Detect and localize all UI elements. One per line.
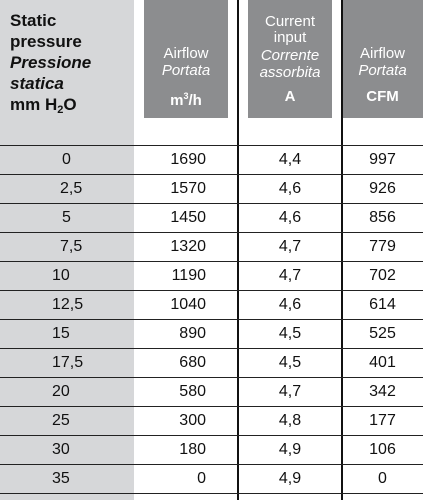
static-pressure-cell: 5 xyxy=(62,209,71,226)
header-unit xyxy=(144,88,228,109)
current-cell: 4,6 xyxy=(278,296,302,313)
airflow-m3h-cell: 580 xyxy=(179,383,206,400)
row-divider xyxy=(0,493,423,494)
static-pressure-cell: 17,5 xyxy=(52,354,84,371)
static-pressure-cell: 35 xyxy=(52,470,70,487)
static-pressure-cell: 30 xyxy=(52,441,70,458)
header-line: Corrente xyxy=(260,47,320,64)
static-pressure-cell: 15 xyxy=(52,325,70,342)
table-row xyxy=(0,320,423,348)
header-line: Airflow xyxy=(359,45,405,62)
table-row xyxy=(0,175,423,203)
header-line: Portata xyxy=(358,62,407,79)
table-row xyxy=(0,465,423,493)
airflow-m3h-header xyxy=(134,0,238,132)
airflow-m3h-cell: 680 xyxy=(179,354,206,371)
table-row xyxy=(0,233,423,261)
header-unit-part: /h xyxy=(188,92,202,109)
header-line: assorbita xyxy=(259,64,321,81)
airflow-cfm-cell: 342 xyxy=(369,383,396,400)
current-cell: 4,6 xyxy=(278,209,302,226)
static-pressure-cell: 2,5 xyxy=(60,180,83,197)
static-pressure-cell: 12,5 xyxy=(52,296,84,313)
header-line: Current xyxy=(264,13,316,30)
current-cell: 4,9 xyxy=(278,470,302,487)
airflow-m3h-cell: 1450 xyxy=(170,209,206,226)
current-cell: 4,9 xyxy=(278,441,302,458)
airflow-cfm-cell: 401 xyxy=(369,354,396,371)
airflow-cfm-cell: 0 xyxy=(378,470,387,487)
static-pressure-header xyxy=(10,10,130,121)
airflow-cfm-header xyxy=(342,0,423,132)
table-row xyxy=(0,378,423,406)
static-pressure-cell: 7,5 xyxy=(60,238,83,255)
header-unit-part: m xyxy=(170,92,184,109)
table-row xyxy=(0,349,423,377)
header-unit: A xyxy=(284,88,296,105)
airflow-cfm-cell: 525 xyxy=(369,325,396,342)
static-pressure-cell: 20 xyxy=(52,383,70,400)
current-cell: 4,7 xyxy=(278,267,302,284)
current-cell: 4,8 xyxy=(278,412,302,429)
airflow-cfm-cell: 997 xyxy=(369,151,396,168)
current-cell: 4,4 xyxy=(278,151,302,168)
airflow-cfm-cell: 779 xyxy=(369,238,396,255)
table-row xyxy=(0,291,423,319)
header-unit xyxy=(10,94,130,121)
table-row xyxy=(0,407,423,435)
static-pressure-cell: 0 xyxy=(62,151,71,168)
header-unit: CFM xyxy=(366,88,399,105)
current-cell: 4,5 xyxy=(278,354,302,371)
header-line: input xyxy=(273,29,307,46)
table-row xyxy=(0,204,423,232)
header-line: Airflow xyxy=(163,45,209,62)
airflow-m3h-cell: 890 xyxy=(179,325,206,342)
table-row xyxy=(0,262,423,290)
airflow-m3h-cell: 0 xyxy=(197,470,206,487)
airflow-cfm-cell: 106 xyxy=(369,441,396,458)
current-cell: 4,7 xyxy=(278,383,302,400)
header-block xyxy=(144,0,228,118)
current-cell: 4,7 xyxy=(278,238,302,255)
airflow-m3h-cell: 1320 xyxy=(170,238,206,255)
header-line: Portata xyxy=(161,62,211,79)
airflow-cfm-cell: 926 xyxy=(369,180,396,197)
airflow-cfm-cell: 614 xyxy=(369,296,396,313)
airflow-m3h-cell: 300 xyxy=(179,412,206,429)
header-line: statica xyxy=(10,74,64,93)
header-unit-sup: 3 xyxy=(183,91,189,101)
airflow-m3h-cell: 1570 xyxy=(170,180,206,197)
header-line: Static xyxy=(10,11,57,30)
static-pressure-cell: 25 xyxy=(52,412,70,429)
static-pressure-cell: 10 xyxy=(52,267,70,284)
header-block xyxy=(248,0,332,118)
header-line: pressure xyxy=(10,32,82,51)
current-input-header xyxy=(238,0,342,132)
header-unit-sub: 2 xyxy=(57,104,64,116)
airflow-m3h-cell: 180 xyxy=(179,441,206,458)
airflow-m3h-cell: 1190 xyxy=(171,267,206,284)
header-line: Pressione xyxy=(10,53,92,72)
table-row xyxy=(0,146,423,174)
header-block xyxy=(342,0,423,118)
current-cell: 4,5 xyxy=(278,325,302,342)
airflow-cfm-cell: 177 xyxy=(369,412,396,429)
airflow-cfm-cell: 702 xyxy=(369,267,396,284)
airflow-m3h-cell: 1690 xyxy=(170,151,206,168)
airflow-cfm-cell: 856 xyxy=(369,209,396,226)
table-row xyxy=(0,436,423,464)
header-unit-part: mm H xyxy=(10,95,58,114)
airflow-m3h-cell: 1040 xyxy=(170,296,206,313)
current-cell: 4,6 xyxy=(278,180,302,197)
header-unit-part: O xyxy=(63,95,77,114)
